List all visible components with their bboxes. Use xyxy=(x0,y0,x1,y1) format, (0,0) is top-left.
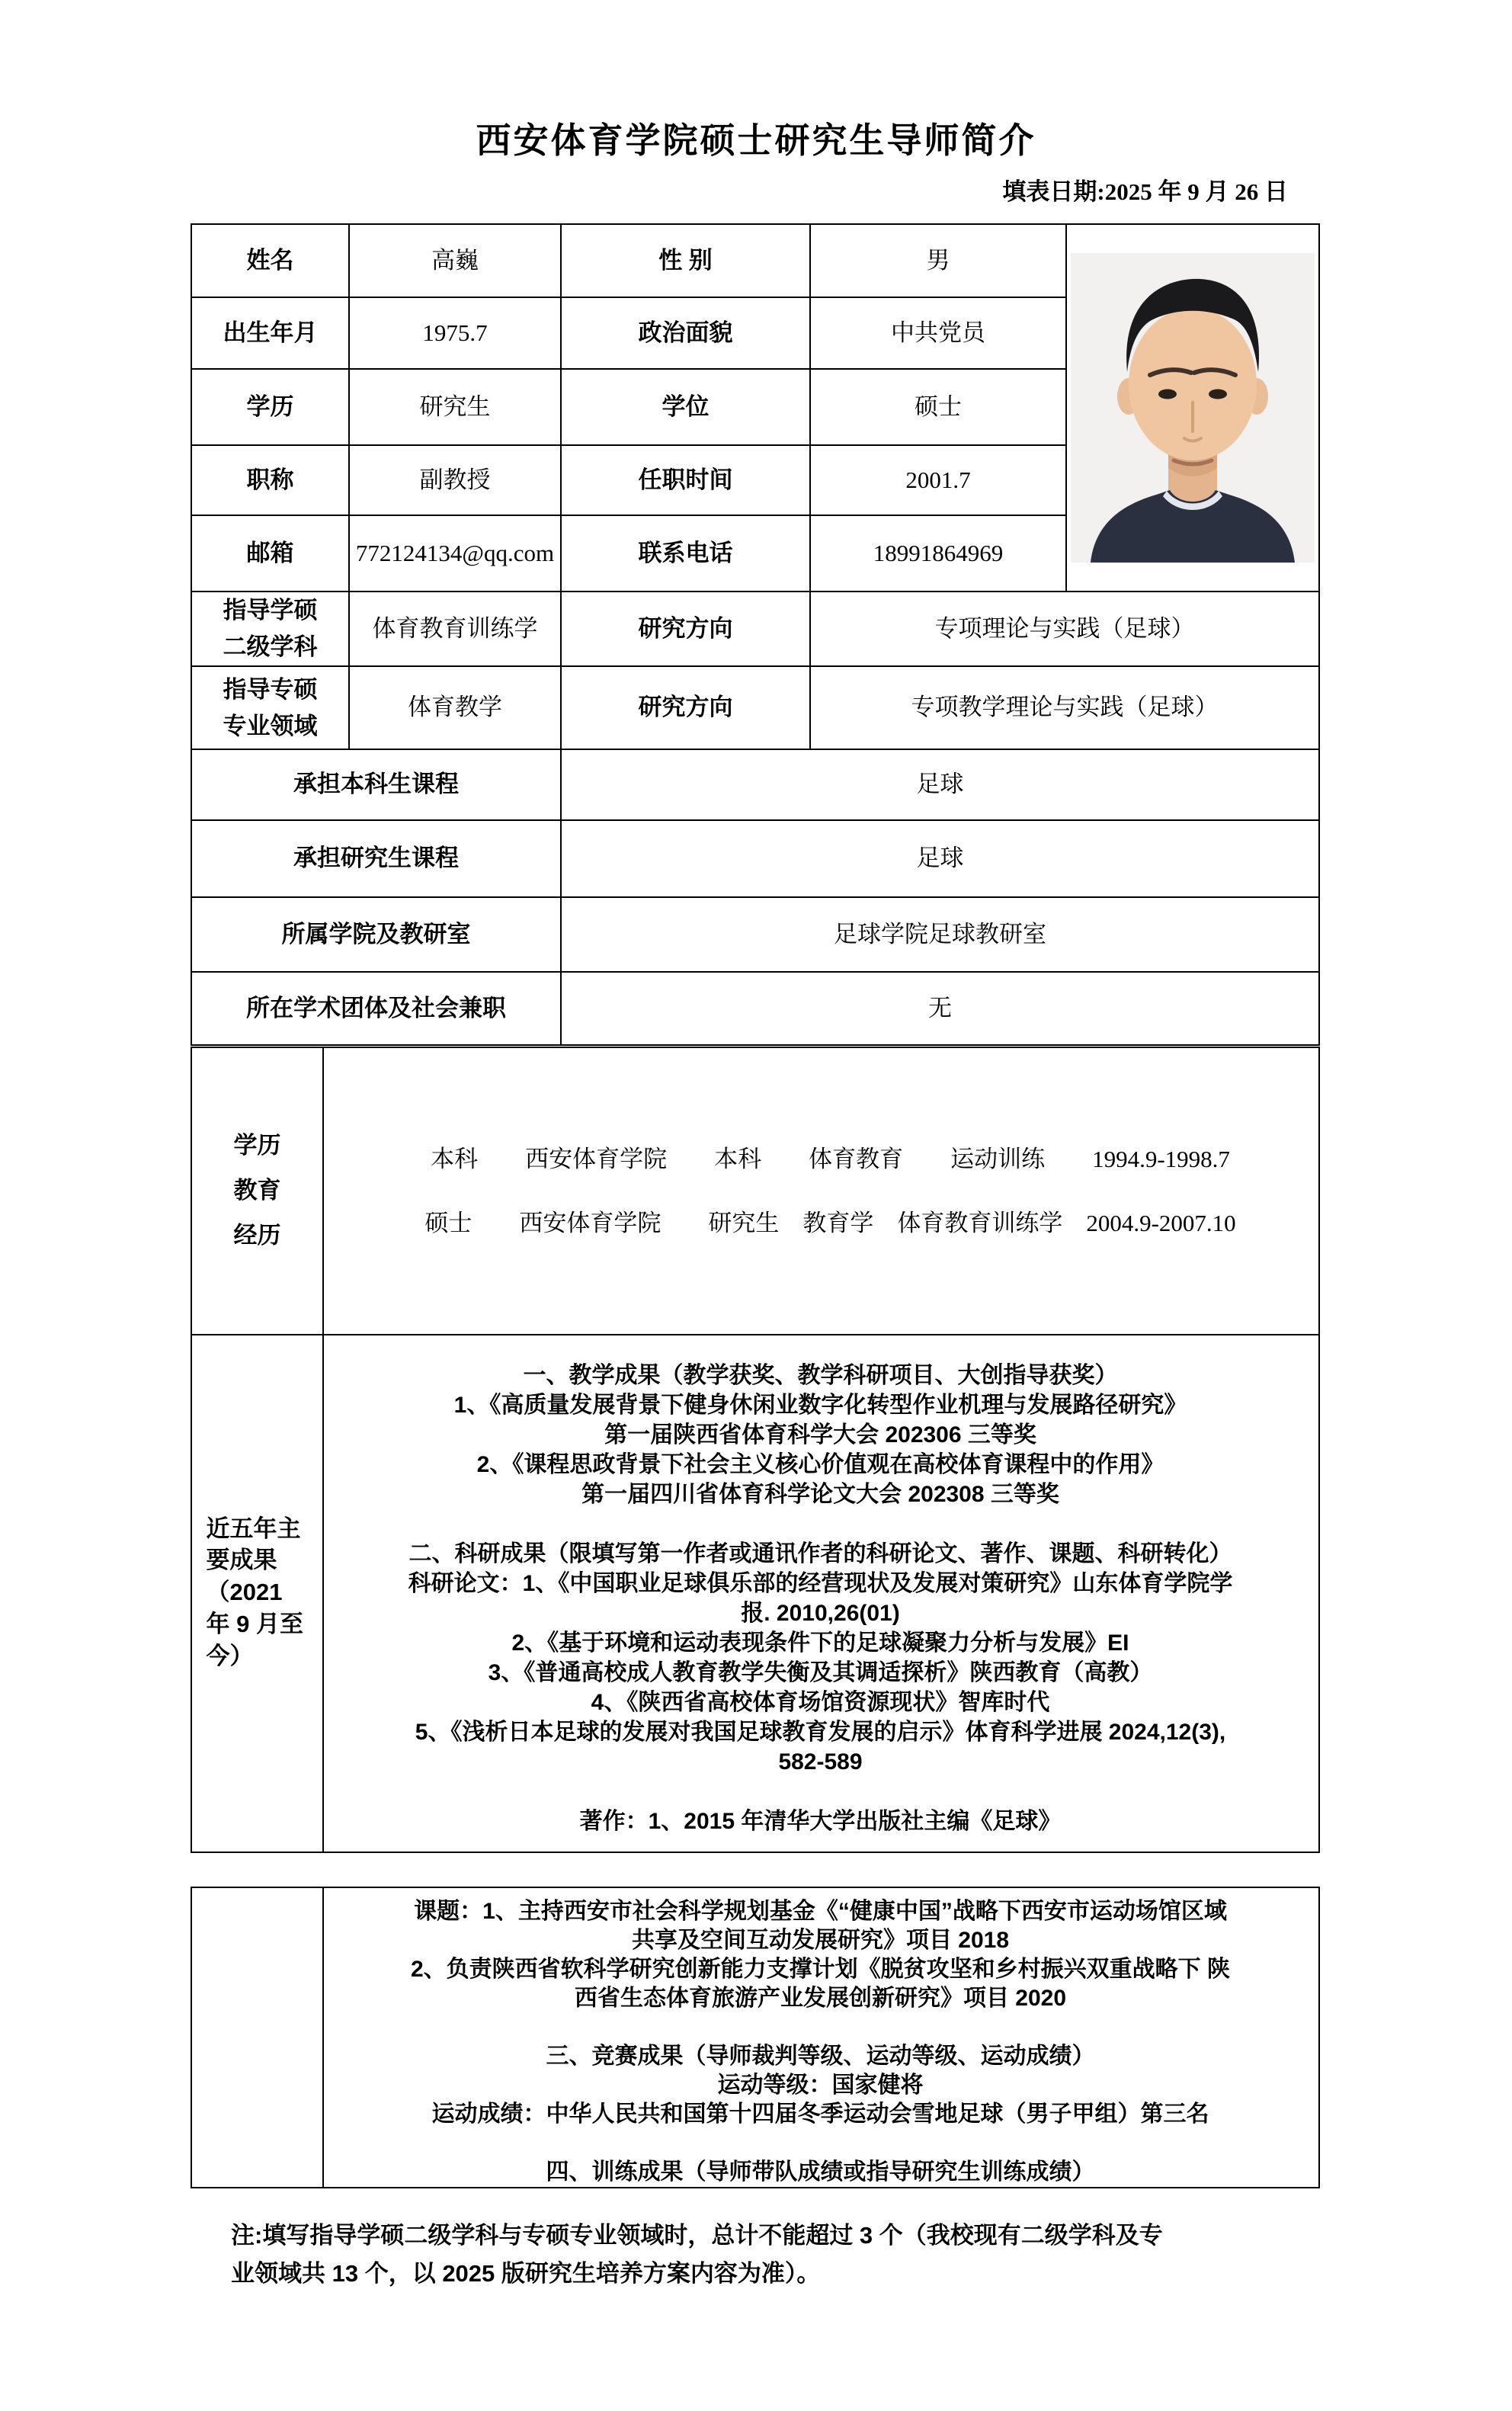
content-line: 二、科研成果（限填写第一作者或通讯作者的科研论文、著作、课题、科研转化） xyxy=(408,1541,1232,1566)
empty-label-cell xyxy=(191,1887,323,2188)
appointment-time-value: 2001.7 xyxy=(810,445,1066,515)
gender-value: 男 xyxy=(810,224,1066,297)
content-line: 著作：1、2015 年清华大学出版社主编《足球》 xyxy=(579,1809,1062,1834)
graduate-course-label: 承担研究生课程 xyxy=(191,820,561,897)
birth-value: 1975.7 xyxy=(349,297,561,369)
portrait-photo-image xyxy=(1071,253,1315,563)
content-line: 三、竞赛成果（导师裁判等级、运动等级、运动成绩） xyxy=(546,2044,1095,2069)
content-line xyxy=(336,1509,1305,1539)
content-line xyxy=(336,2129,1305,2158)
school-office-value: 足球学院足球教研室 xyxy=(561,897,1319,972)
degree-label: 学位 xyxy=(561,369,810,445)
name-value: 高巍 xyxy=(349,224,561,297)
political-status-label: 政治面貌 xyxy=(561,297,810,369)
education-achievements-table xyxy=(191,1047,1320,1853)
content-line: 运动等级：国家健将 xyxy=(717,2073,924,2098)
education-level-label: 学历 xyxy=(191,369,349,445)
content-line: 2、负责陕西省软科学研究创新能力支撑计划《脱贫攻坚和乡村振兴双重战略下 陕 xyxy=(410,1957,1231,1982)
footnote xyxy=(231,2217,1299,2293)
recent-achievements-label: 近五年主要成果（2021 年 9 月至今） xyxy=(191,1335,323,1852)
education-history-label: 学历教育经历 xyxy=(191,1047,323,1335)
professional-title-value: 副教授 xyxy=(349,445,561,515)
research-direction-label-2: 研究方向 xyxy=(561,666,810,749)
photo-cell xyxy=(1066,224,1319,592)
content-line: 2、《基于环境和运动表现条件下的足球凝聚力分析与发展》EI xyxy=(511,1630,1129,1656)
content-line: 一、教学成果（教学获奖、教学科研项目、大创指导获奖） xyxy=(523,1363,1118,1388)
content-line: 运动成绩：中华人民共和国第十四届冬季运动会雪地足球（男子甲组）第三名 xyxy=(431,2102,1209,2127)
academic-societies-label: 所在学术团体及社会兼职 xyxy=(191,972,561,1045)
school-office-label: 所属学院及教研室 xyxy=(191,897,561,972)
content-line: 西省生态体育旅游产业发展创新研究》项目 2020 xyxy=(574,1986,1067,2011)
fill-date: 填表日期:2025 年 9 月 26 日 xyxy=(1002,178,1288,205)
projects-results-table xyxy=(191,1887,1320,2188)
phone-value: 18991864969 xyxy=(810,515,1066,592)
education-history-line: 硕士 西安体育学院 研究生 教育学 体育教育训练学 2004.9-2007.10 xyxy=(424,1209,1236,1236)
content-line: 2、《课程思政背景下社会主义核心价值观在高校体育课程中的作用》 xyxy=(476,1452,1164,1477)
academic-societies-value: 无 xyxy=(561,972,1319,1045)
content-line xyxy=(336,1777,1305,1807)
content-line: 科研论文：1、《中国职业足球俱乐部的经营现状及发展对策研究》山东体育学院学 xyxy=(408,1571,1233,1596)
content-line: 4、《陕西省高校体育场馆资源现状》智库时代 xyxy=(591,1690,1050,1715)
degree-value: 硕士 xyxy=(810,369,1066,445)
birth-label: 出生年月 xyxy=(191,297,349,369)
content-line: 582-589 xyxy=(778,1749,863,1775)
education-level-value: 研究生 xyxy=(349,369,561,445)
content-line: 共享及空间互动发展研究》项目 2018 xyxy=(631,1928,1010,1953)
appointment-time-label: 任职时间 xyxy=(561,445,810,515)
research-direction-value-1: 专项理论与实践（足球） xyxy=(810,592,1319,666)
content-line: 1、《高质量发展背景下健身休闲业数字化转型作业机理与发展路径研究》 xyxy=(453,1393,1187,1418)
basic-info-table xyxy=(191,223,1320,1046)
content-line: 3、《普通高校成人教育教学失衡及其调适探析》陕西教育（高教） xyxy=(488,1660,1153,1685)
content-line: 报. 2010,26(01) xyxy=(741,1601,900,1626)
name-label: 姓名 xyxy=(191,224,349,297)
academic-master-discipline-value: 体育教育训练学 xyxy=(349,592,561,666)
professional-master-field-label: 指导专硕专业领域 xyxy=(191,666,349,749)
page-title: 西安体育学院硕士研究生导师简介 xyxy=(476,121,1036,160)
undergraduate-course-value: 足球 xyxy=(561,749,1319,820)
professional-title-label: 职称 xyxy=(191,445,349,515)
recent-achievements-cell xyxy=(323,1335,1319,1852)
gender-label: 性 别 xyxy=(561,224,810,297)
content-line: 课题：1、主持西安市社会科学规划基金《“健康中国”战略下西安市运动场馆区域 xyxy=(414,1899,1227,1924)
portrait-photo xyxy=(1067,253,1318,563)
education-history-line: 本科 西安体育学院 本科 体育教育 运动训练 1994.9-1998.7 xyxy=(431,1146,1230,1173)
graduate-course-value: 足球 xyxy=(561,820,1319,897)
research-direction-label-1: 研究方向 xyxy=(561,592,810,666)
political-status-value: 中共党员 xyxy=(810,297,1066,369)
footnote-line: 注:填写指导学硕二级学科与专硕专业领域时，总计不能超过 3 个（我校现有二级学科及专 xyxy=(231,2222,1163,2249)
projects-results-cell xyxy=(323,1887,1319,2188)
content-line: 5、《浅析日本足球的发展对我国足球教育发展的启示》体育科学进展 2024,12(3), xyxy=(415,1720,1226,1745)
research-direction-value-2: 专项教学理论与实践（足球） xyxy=(810,666,1319,749)
education-history-cell xyxy=(323,1047,1319,1335)
undergraduate-course-label: 承担本科生课程 xyxy=(191,749,561,820)
content-line: 第一届陕西省体育科学大会 202306 三等奖 xyxy=(604,1422,1036,1448)
academic-master-discipline-label: 指导学硕二级学科 xyxy=(191,592,349,666)
professional-master-field-value: 体育教学 xyxy=(349,666,561,749)
email-value: 772124134@qq.com xyxy=(349,515,561,592)
email-label: 邮箱 xyxy=(191,515,349,592)
content-line: 第一届四川省体育科学论文大会 202308 三等奖 xyxy=(581,1482,1059,1507)
content-line xyxy=(336,2013,1305,2042)
phone-label: 联系电话 xyxy=(561,515,810,592)
content-line: 四、训练成果（导师带队成绩或指导研究生训练成绩） xyxy=(546,2159,1095,2185)
footnote-line: 业领域共 13 个，以 2025 版研究生培养方案内容为准）。 xyxy=(231,2260,821,2287)
